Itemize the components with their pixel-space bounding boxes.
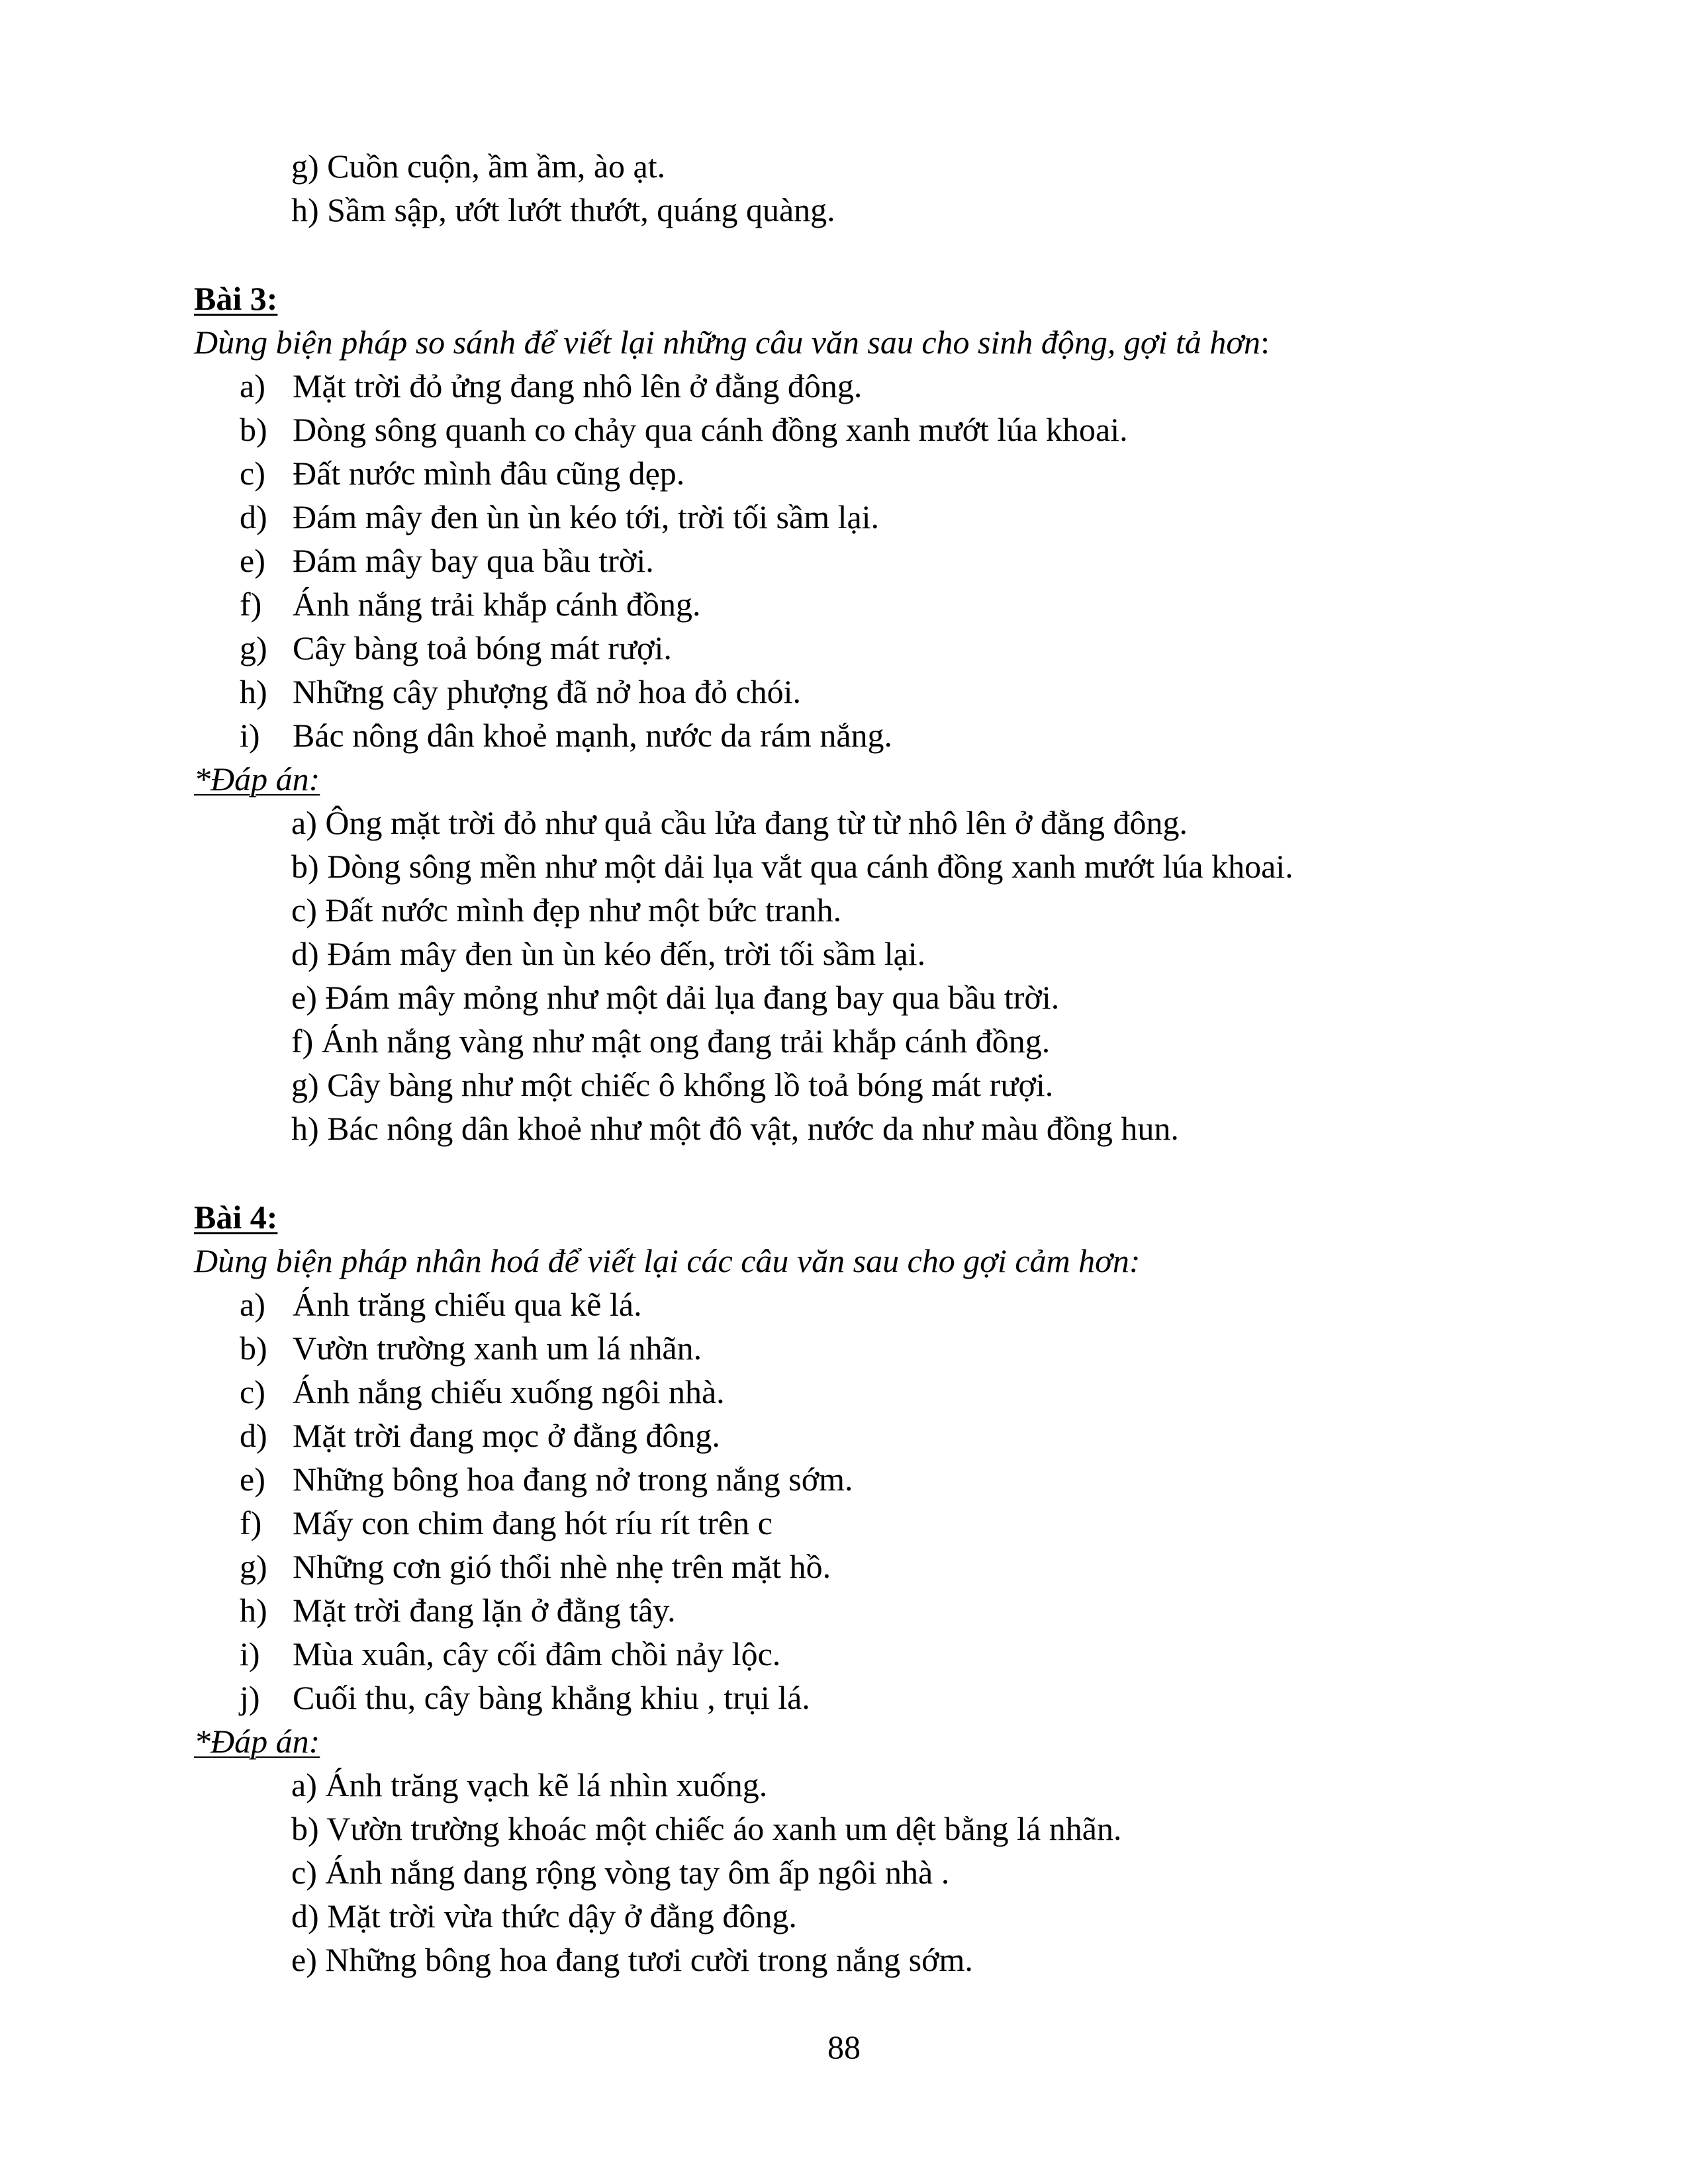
exercise-item [240, 1283, 642, 1326]
answer-line: b) Dòng sông mền như một dải lụa vắt qua cánh đồng xanh mướt lúa khoai. [291, 848, 1293, 885]
item-label: f) [240, 586, 262, 623]
exercise-item [240, 713, 892, 757]
item-text: Mặt trời đỏ ửng đang nhô lên ở đằng đông. [293, 367, 863, 404]
section-title-bai4: Bài 4: [194, 1199, 278, 1236]
answer-line: h) Bác nông dân khoẻ như một đô vật, nước da như màu đồng hun. [291, 1110, 1179, 1147]
answer-line: d) Đám mây đen ùn ùn kéo đến, trời tối sầm lại. [291, 935, 926, 972]
answer-label-bai3: *Đáp án: [194, 760, 320, 797]
item-text: Những cây phượng đã nở hoa đỏ chói. [293, 673, 802, 710]
exercise-item [240, 451, 684, 495]
item-text: Ánh trăng chiếu qua kẽ lá. [293, 1286, 642, 1323]
item-label: d) [240, 1417, 267, 1454]
item-text: Bác nông dân khoẻ mạnh, nước da rám nắng. [293, 717, 893, 754]
item-label: a) [240, 367, 265, 404]
item-text: Vườn trường xanh um lá nhãn. [293, 1330, 702, 1367]
answer-line: e) Những bông hoa đang tươi cười trong nắng sớm. [291, 1941, 973, 1978]
exercise-item [240, 626, 672, 670]
item-label: c) [240, 455, 265, 492]
section-instruction-bai3 [194, 320, 1270, 364]
item-text: Những cơn gió thổi nhè nhẹ trên mặt hồ. [293, 1548, 831, 1585]
item-label: i) [240, 717, 260, 754]
answer-line: c) Ánh nắng dang rộng vòng tay ôm ấp ngôi nhà . [291, 1854, 950, 1891]
answer-line: f) Ánh nắng vàng như mật ong đang trải khắp cánh đồng. [291, 1023, 1051, 1060]
item-label: a) [240, 1286, 265, 1323]
item-text: Mặt trời đang mọc ở đằng đông. [293, 1417, 720, 1454]
answer-line: a) Ông mặt trời đỏ như quả cầu lửa đang từ từ nhô lên ở đằng đông. [291, 804, 1188, 841]
item-label: h) [240, 673, 267, 710]
item-label: h) [240, 1592, 267, 1629]
exercise-item [240, 1370, 725, 1414]
item-text: Những bông hoa đang nở trong nắng sớm. [293, 1461, 853, 1498]
exercise-item [240, 495, 879, 539]
item-text: Đất nước mình đâu cũng dẹp. [293, 455, 685, 492]
item-label: g) [240, 629, 267, 666]
exercise-item [240, 539, 654, 582]
top-item-h: h) Sầm sập, ướt lướt thướt, quáng quàng. [291, 191, 835, 228]
exercise-item [240, 582, 701, 626]
answer-line: d) Mặt trời vừa thức dậy ở đằng đông. [291, 1897, 797, 1934]
item-text: Cuối thu, cây bàng khẳng khiu , trụi lá. [293, 1679, 810, 1716]
exercise-item [240, 1676, 810, 1719]
instruction-colon: : [1260, 324, 1270, 361]
exercise-item [240, 1545, 831, 1588]
item-text: Ánh nắng trải khắp cánh đồng. [293, 586, 701, 623]
section-title-bai3: Bài 3: [194, 280, 278, 317]
item-label: b) [240, 411, 267, 448]
exercise-item [240, 408, 1128, 451]
item-label: j) [240, 1679, 260, 1716]
item-text: Mặt trời đang lặn ở đằng tây. [293, 1592, 676, 1629]
item-label: c) [240, 1373, 265, 1410]
page-number: 88 [827, 2028, 861, 2066]
answer-label-bai4: *Đáp án: [194, 1723, 320, 1760]
instruction-text: Dùng biện pháp so sánh để viết lại những câu văn sau cho sinh động, gợi tả hơn [194, 324, 1261, 361]
item-text: Đám mây bay qua bầu trời. [293, 542, 654, 579]
exercise-item [240, 364, 862, 408]
exercise-item [240, 670, 801, 713]
item-text: Dòng sông quanh co chảy qua cánh đồng xanh mướt lúa khoai. [293, 411, 1128, 448]
item-text: Cây bàng toả bóng mát rượi. [293, 629, 672, 666]
item-text: Mấy con chim đang hót ríu rít trên c [293, 1504, 773, 1541]
answer-line: b) Vườn trường khoác một chiếc áo xanh um dệt bằng lá nhãn. [291, 1810, 1122, 1847]
exercise-item [240, 1326, 702, 1370]
exercise-item [240, 1588, 676, 1632]
answer-line: c) Đất nước mình đẹp như một bức tranh. [291, 891, 842, 929]
exercise-item [240, 1632, 780, 1676]
item-label: e) [240, 542, 265, 579]
item-label: f) [240, 1504, 262, 1541]
item-label: i) [240, 1635, 260, 1672]
exercise-item [240, 1501, 773, 1545]
item-label: b) [240, 1330, 267, 1367]
item-text: Ánh nắng chiếu xuống ngôi nhà. [293, 1373, 725, 1410]
item-text: Mùa xuân, cây cối đâm chồi nảy lộc. [293, 1635, 781, 1672]
exercise-item [240, 1457, 853, 1501]
item-label: d) [240, 498, 267, 535]
answer-line: a) Ánh trăng vạch kẽ lá nhìn xuống. [291, 1766, 768, 1803]
answer-line: g) Cây bàng như một chiếc ô khổng lồ toả bóng mát rượi. [291, 1066, 1054, 1103]
top-item-g: g) Cuồn cuộn, ầm ầm, ào ạt. [291, 148, 666, 185]
exercise-item [240, 1414, 720, 1457]
item-text: Đám mây đen ùn ùn kéo tới, trời tối sầm lại. [293, 498, 880, 535]
section-instruction-bai4: Dùng biện pháp nhân hoá để viết lại các câu văn sau cho gợi cảm hơn: [194, 1242, 1141, 1279]
item-label: e) [240, 1461, 265, 1498]
answer-line: e) Đám mây mỏng như một dải lụa đang bay qua bầu trời. [291, 979, 1060, 1016]
item-label: g) [240, 1548, 267, 1585]
